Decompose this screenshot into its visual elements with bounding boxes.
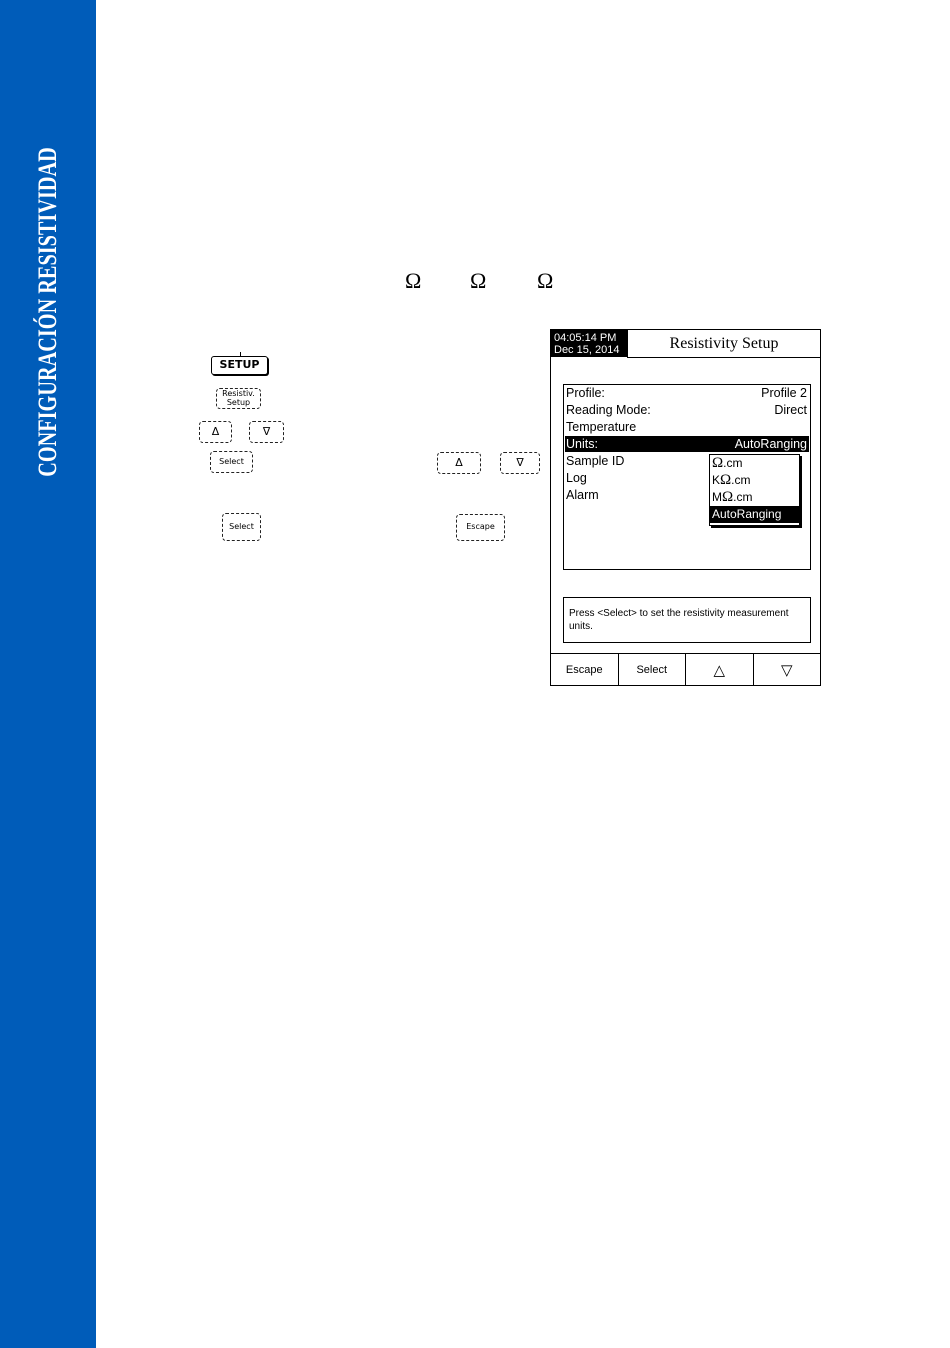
up-arrow-key: [437, 452, 481, 474]
escape-key: [456, 514, 505, 541]
down-arrow-icon: ∇: [516, 455, 524, 469]
parameter-list: [563, 384, 811, 570]
down-arrow-key: [500, 452, 540, 474]
select-key: [210, 451, 253, 473]
clock-date: Dec 15, 2014: [554, 344, 620, 356]
param-label: Temperature: [566, 420, 637, 434]
down-arrow-icon: ▽: [780, 661, 793, 679]
units-option[interactable]: Ω.cm: [712, 455, 743, 471]
escape-softkey[interactable]: Escape: [551, 654, 619, 685]
down-softkey[interactable]: [754, 654, 821, 685]
clock-time: 04:05:14 PM: [554, 332, 617, 344]
clock: [551, 330, 627, 357]
units-dropdown: [709, 454, 800, 526]
param-row-units[interactable]: [565, 436, 809, 452]
param-label: Units:: [566, 437, 598, 451]
omega-symbol: Ω: [722, 489, 734, 505]
omega-symbol: Ω: [720, 472, 732, 488]
param-value: Profile 2: [761, 386, 807, 400]
setup-key-sublabel: Setup: [226, 397, 251, 407]
up-arrow-icon: △: [713, 661, 726, 679]
select-key-label: Select: [229, 521, 254, 531]
units-option-selected[interactable]: AutoRanging: [710, 506, 799, 523]
units-option[interactable]: MΩ.cm: [712, 489, 753, 505]
up-softkey[interactable]: [686, 654, 754, 685]
units-option[interactable]: KΩ.cm: [712, 472, 751, 488]
setup-key: [211, 356, 268, 375]
side-band: [0, 0, 96, 1348]
param-label: Reading Mode:: [566, 403, 651, 417]
omega-symbol: Ω: [470, 268, 487, 293]
help-message: [563, 597, 811, 643]
down-arrow-key: [249, 421, 284, 443]
setup-key-label: SETUP: [219, 358, 260, 372]
softkey-bar: [551, 653, 820, 685]
escape-key-label: Escape: [466, 522, 495, 532]
omega-symbol: Ω: [405, 268, 422, 293]
param-row-profile[interactable]: [565, 385, 809, 401]
resistivity-key-label: Resistiv.: [222, 388, 255, 398]
screen-title-text: Resistivity Setup: [669, 334, 779, 352]
param-row-reading-mode[interactable]: [565, 402, 809, 418]
param-value: Direct: [774, 403, 807, 417]
param-label: Profile:: [566, 386, 605, 400]
resistivity-setup-key: [216, 388, 261, 409]
select-softkey[interactable]: Select: [619, 654, 687, 685]
device-screen: [550, 329, 821, 686]
param-label: Alarm: [566, 488, 599, 502]
select-key: [222, 513, 261, 541]
select-key-label: Select: [219, 456, 244, 466]
param-value: AutoRanging: [734, 437, 807, 451]
up-arrow-key: [199, 421, 232, 443]
section-title: CONFIGURACIÓN RESISTIVIDAD: [33, 147, 62, 477]
param-row-temperature[interactable]: [565, 419, 809, 435]
help-message-text: Press <Select> to set the resistivity measurement units.: [569, 608, 789, 632]
param-label: Sample ID: [566, 454, 625, 468]
omega-symbol: Ω: [712, 455, 724, 471]
up-arrow-icon: Δ: [211, 424, 220, 438]
omega-symbol: Ω: [537, 268, 554, 293]
param-label: Log: [566, 471, 587, 485]
down-arrow-icon: ∇: [262, 424, 271, 438]
screen-title: [627, 330, 820, 358]
up-arrow-icon: Δ: [455, 455, 463, 469]
